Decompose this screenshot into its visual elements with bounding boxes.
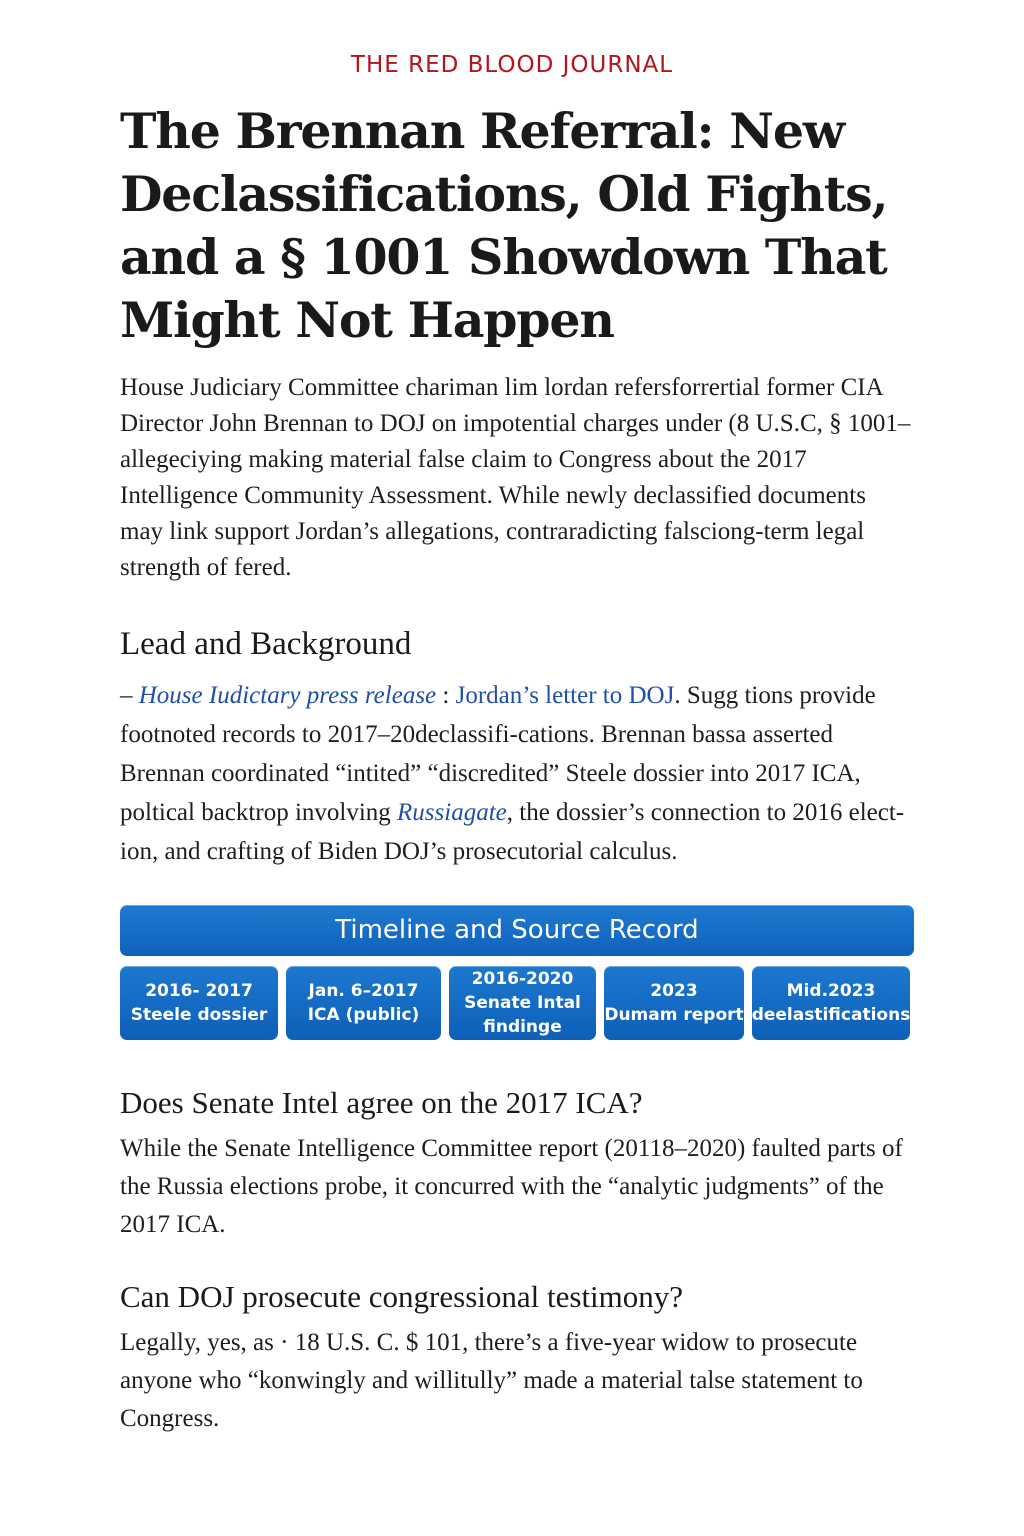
timeline-date: 2016-2020	[471, 969, 574, 989]
article-dek: House Judiciary Committee chariman lim lordan refersforrertial former CIA Director John Brennan to DOJ on impotential charges under (8 U.S.C, § 1001–allegeciying making material false claim to Congress about the 2017 Intelligence Community Assessment. While newly declassified documents may link support Jordan’s allegations, contraradicting falscіong-term legal strength of fered.	[120, 374, 911, 581]
section-body: While the Senate Intelligence Committee report (20118–2020) faulted parts of the Russia elections probe, it concurred with the “analytic judgments” of the 2017 ICA.	[120, 1135, 903, 1238]
timeline-item[interactable]	[449, 966, 596, 1040]
timeline	[120, 905, 914, 1040]
timeline-row	[120, 966, 914, 1040]
timeline-item[interactable]	[286, 966, 441, 1040]
lead-heading: Lead and Background	[120, 626, 412, 662]
section-heading: Can DOJ prosecute congressional testimony?	[120, 1279, 684, 1314]
timeline-item[interactable]	[120, 966, 278, 1040]
timeline-item[interactable]	[752, 966, 910, 1040]
timeline-date: Mid.2023	[786, 981, 876, 1001]
section-body: Legally, yes, as · 18 U.S. C. $ 101, there’s a five-year widow to prosecute anyone who “konwingly and willitully” made a material talse statement to Congress.	[120, 1329, 863, 1432]
section-doj-prosecute	[120, 1276, 914, 1438]
timeline-label: Steele dossier	[130, 1005, 268, 1025]
publication-name[interactable]: THE RED BLOOD JOURNAL	[350, 52, 674, 78]
section-senate-intel	[120, 1082, 914, 1244]
timeline-date: 2023	[650, 981, 698, 1001]
headline: The Brennan Referral: New Declassifications, Old Fights, and a § 1001 Showdown That Might Not Happen	[120, 102, 888, 349]
timeline-label: deelastifications	[751, 1005, 911, 1025]
timeline-date: Jan. 6–2017	[308, 981, 419, 1001]
lead-prefix: –	[120, 682, 139, 709]
timeline-item[interactable]	[604, 966, 744, 1040]
press-release-link[interactable]: House Iudictary press release	[138, 682, 437, 709]
lead-text-2: , the dossier’s connection to 2016 elect-ion, and crafting of Biden DOJ’s prosecutorial calculus.	[120, 799, 905, 865]
timeline-label: Senate Intal findinge	[464, 993, 581, 1037]
lead-separator: :	[436, 682, 456, 709]
lead-text-1: . Sugg tions provide footnoted records to 2017–20declassifi-cations. Brennan bassa asserted Brennan coordinated “intited” “discredited” Steele dossier into 2017 ICA, poltical backtrop involving	[120, 682, 876, 826]
jordan-letter-link[interactable]: Jordan’s letter to DOJ	[455, 682, 675, 709]
timeline-label: Dumam report	[604, 1005, 744, 1025]
lead-paragraph	[120, 676, 914, 871]
section-heading: Does Senate Intel agree on the 2017 ICA?	[120, 1085, 643, 1120]
timeline-date: 2016- 2017	[145, 981, 253, 1001]
russiagate-link[interactable]: Russiagate	[397, 799, 507, 826]
timeline-title: Timeline and Source Record	[120, 905, 914, 956]
timeline-label: ICA (public)	[307, 1005, 420, 1025]
